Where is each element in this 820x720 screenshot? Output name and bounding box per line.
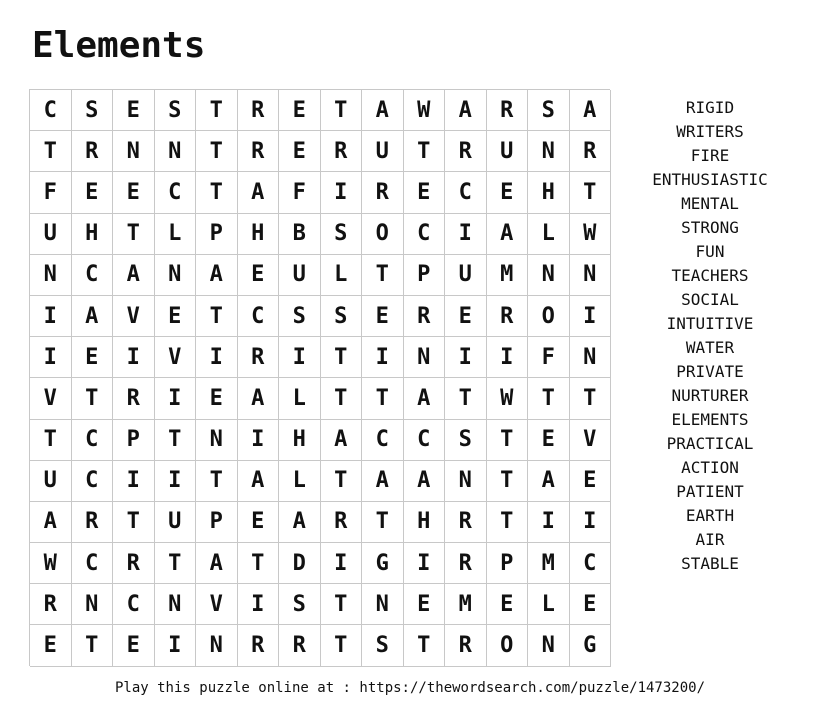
word-list-item: FIRE [690, 146, 730, 165]
grid-cell[interactable]: S [321, 214, 363, 255]
word-list-item: PRIVATE [676, 362, 744, 381]
grid-cell[interactable]: T [196, 172, 238, 213]
grid-cell[interactable]: B [279, 214, 321, 255]
grid-cell[interactable]: T [30, 420, 72, 461]
grid-cell[interactable]: T [196, 296, 238, 337]
grid-cell[interactable]: S [445, 420, 487, 461]
grid-cell[interactable]: A [279, 502, 321, 543]
grid-cell[interactable]: S [279, 584, 321, 625]
word-list-item: NURTURER [671, 386, 749, 405]
grid-cell[interactable]: A [30, 502, 72, 543]
grid-cell[interactable]: T [528, 378, 570, 419]
grid-cell[interactable]: T [196, 131, 238, 172]
grid-cell[interactable]: E [570, 584, 612, 625]
word-list-item: MENTAL [681, 194, 739, 213]
grid-cell[interactable]: R [487, 296, 529, 337]
grid-cell[interactable]: I [155, 378, 197, 419]
grid-cell[interactable]: T [113, 502, 155, 543]
grid-cell[interactable]: I [113, 461, 155, 502]
grid-cell[interactable]: L [528, 584, 570, 625]
grid-cell[interactable]: H [238, 214, 280, 255]
grid-cell[interactable]: V [30, 378, 72, 419]
grid-cell[interactable]: C [72, 461, 114, 502]
word-list-item: AIR [695, 530, 725, 549]
grid-cell[interactable]: F [279, 172, 321, 213]
grid-cell[interactable]: E [362, 296, 404, 337]
grid-cell[interactable]: R [238, 90, 280, 131]
grid-cell[interactable]: U [30, 461, 72, 502]
word-list-item: STRONG [681, 218, 739, 237]
grid-cell[interactable]: H [279, 420, 321, 461]
grid-cell[interactable]: E [72, 337, 114, 378]
grid-cell[interactable]: E [72, 172, 114, 213]
grid-cell[interactable]: L [528, 214, 570, 255]
word-list [640, 96, 780, 576]
grid-cell[interactable]: H [72, 214, 114, 255]
grid-cell[interactable]: O [528, 296, 570, 337]
grid-cell[interactable]: E [155, 296, 197, 337]
grid-cell[interactable]: L [155, 214, 197, 255]
grid-cell[interactable]: T [321, 337, 363, 378]
grid-cell[interactable]: E [113, 172, 155, 213]
grid-cell[interactable]: S [362, 625, 404, 666]
grid-cell[interactable]: R [445, 625, 487, 666]
grid-cell[interactable]: S [279, 296, 321, 337]
grid-cell[interactable]: U [487, 131, 529, 172]
grid-cell[interactable]: N [362, 584, 404, 625]
grid-cell[interactable]: A [445, 90, 487, 131]
grid-cell[interactable]: V [570, 420, 612, 461]
grid-cell[interactable]: T [72, 625, 114, 666]
grid-cell[interactable]: M [487, 255, 529, 296]
grid-cell[interactable]: I [321, 543, 363, 584]
grid-cell[interactable]: E [30, 625, 72, 666]
grid-cell[interactable]: A [113, 255, 155, 296]
grid-cell[interactable]: C [404, 420, 446, 461]
grid-cell[interactable]: F [528, 337, 570, 378]
grid-cell[interactable]: R [30, 584, 72, 625]
grid-cell[interactable]: T [362, 255, 404, 296]
grid-cell[interactable]: I [445, 337, 487, 378]
puzzle-title: Elements [32, 25, 206, 66]
grid-cell[interactable]: A [362, 90, 404, 131]
grid-cell[interactable]: N [528, 625, 570, 666]
grid-cell[interactable]: A [404, 378, 446, 419]
grid-cell[interactable]: T [30, 131, 72, 172]
grid-cell[interactable]: I [30, 337, 72, 378]
grid-cell[interactable]: E [445, 296, 487, 337]
grid-cell[interactable]: N [113, 131, 155, 172]
grid-cell[interactable]: R [113, 378, 155, 419]
grid-cell[interactable]: W [487, 378, 529, 419]
grid-cell[interactable]: R [238, 337, 280, 378]
grid-cell[interactable]: R [238, 625, 280, 666]
grid-cell[interactable]: E [404, 172, 446, 213]
grid-cell[interactable]: S [155, 90, 197, 131]
grid-cell[interactable]: T [570, 172, 612, 213]
grid-cell[interactable]: O [487, 625, 529, 666]
word-list-item: STABLE [681, 554, 739, 573]
word-list-item: PATIENT [676, 482, 744, 501]
word-list-item: RIGID [685, 98, 735, 117]
grid-cell[interactable]: U [279, 255, 321, 296]
grid-cell[interactable]: I [155, 625, 197, 666]
grid-cell[interactable]: N [528, 131, 570, 172]
grid-cell[interactable]: I [404, 543, 446, 584]
grid-cell[interactable]: R [72, 502, 114, 543]
grid-cell[interactable]: I [155, 461, 197, 502]
grid-cell[interactable]: A [196, 543, 238, 584]
grid-cell[interactable]: A [404, 461, 446, 502]
word-list-item: TEACHERS [671, 266, 749, 285]
grid-cell[interactable]: E [238, 502, 280, 543]
letter-grid [29, 89, 610, 666]
grid-cell[interactable]: A [528, 461, 570, 502]
grid-cell[interactable]: A [321, 420, 363, 461]
grid-cell[interactable]: L [279, 378, 321, 419]
grid-cell[interactable]: R [72, 131, 114, 172]
grid-cell[interactable]: S [321, 296, 363, 337]
grid-cell[interactable]: E [113, 625, 155, 666]
grid-cell[interactable]: A [238, 172, 280, 213]
grid-cell[interactable]: T [238, 543, 280, 584]
grid-cell[interactable]: R [487, 90, 529, 131]
grid-cell[interactable]: T [321, 625, 363, 666]
grid-cell[interactable]: W [30, 543, 72, 584]
grid-cell[interactable]: R [279, 625, 321, 666]
word-list-item: WRITERS [676, 122, 744, 141]
grid-cell[interactable]: A [487, 214, 529, 255]
grid-cell[interactable]: N [404, 337, 446, 378]
grid-cell[interactable]: I [279, 337, 321, 378]
grid-cell[interactable]: O [362, 214, 404, 255]
grid-cell[interactable]: N [72, 584, 114, 625]
grid-cell[interactable]: H [404, 502, 446, 543]
grid-cell[interactable]: N [570, 255, 612, 296]
grid-cell[interactable]: T [196, 90, 238, 131]
grid-cell[interactable]: R [362, 172, 404, 213]
grid-cell[interactable]: R [404, 296, 446, 337]
grid-cell[interactable]: R [445, 543, 487, 584]
grid-cell[interactable]: V [196, 584, 238, 625]
grid-cell[interactable]: S [72, 90, 114, 131]
grid-cell[interactable]: T [487, 502, 529, 543]
grid-cell[interactable]: E [279, 131, 321, 172]
grid-cell[interactable]: I [238, 584, 280, 625]
grid-cell[interactable]: W [570, 214, 612, 255]
grid-cell[interactable]: C [72, 543, 114, 584]
grid-cell[interactable]: M [445, 584, 487, 625]
grid-cell[interactable]: E [238, 255, 280, 296]
grid-cell[interactable]: A [72, 296, 114, 337]
grid-cell[interactable]: N [570, 337, 612, 378]
grid-cell[interactable]: I [238, 420, 280, 461]
grid-cell[interactable]: E [196, 378, 238, 419]
grid-cell[interactable]: T [196, 461, 238, 502]
grid-cell[interactable]: U [445, 255, 487, 296]
grid-cell[interactable]: I [445, 214, 487, 255]
grid-cell[interactable]: P [487, 543, 529, 584]
grid-cell[interactable]: A [196, 255, 238, 296]
grid-cell[interactable]: T [404, 131, 446, 172]
grid-cell[interactable]: E [570, 461, 612, 502]
grid-cell[interactable]: P [196, 502, 238, 543]
grid-cell[interactable]: T [445, 378, 487, 419]
grid-cell[interactable]: D [279, 543, 321, 584]
word-list-item: ENTHUSIASTIC [652, 170, 768, 189]
grid-cell[interactable]: V [155, 337, 197, 378]
grid-cell[interactable]: V [113, 296, 155, 337]
grid-cell[interactable]: I [528, 502, 570, 543]
grid-cell[interactable]: C [238, 296, 280, 337]
word-list-item: WATER [685, 338, 735, 357]
grid-cell[interactable]: I [30, 296, 72, 337]
grid-cell[interactable]: I [487, 337, 529, 378]
grid-cell[interactable]: I [570, 502, 612, 543]
grid-cell[interactable]: E [487, 172, 529, 213]
grid-cell[interactable]: G [362, 543, 404, 584]
grid-cell[interactable]: C [72, 255, 114, 296]
grid-cell[interactable]: E [404, 584, 446, 625]
grid-cell[interactable]: T [155, 420, 197, 461]
grid-cell[interactable]: I [570, 296, 612, 337]
grid-cell[interactable]: N [445, 461, 487, 502]
grid-cell[interactable]: T [321, 461, 363, 502]
grid-cell[interactable]: E [279, 90, 321, 131]
grid-cell[interactable]: T [362, 502, 404, 543]
grid-cell[interactable]: C [445, 172, 487, 213]
grid-cell[interactable]: A [570, 90, 612, 131]
grid-cell[interactable]: T [570, 378, 612, 419]
word-list-item: ELEMENTS [671, 410, 749, 429]
word-list-item: FUN [695, 242, 725, 261]
word-list-item: INTUITIVE [666, 314, 754, 333]
grid-cell[interactable]: T [321, 584, 363, 625]
grid-cell[interactable]: P [113, 420, 155, 461]
grid-cell[interactable]: R [321, 131, 363, 172]
grid-cell[interactable]: H [528, 172, 570, 213]
grid-cell[interactable]: T [321, 90, 363, 131]
grid-cell[interactable]: U [362, 131, 404, 172]
grid-cell[interactable]: R [445, 131, 487, 172]
grid-cell[interactable]: E [528, 420, 570, 461]
grid-cell[interactable]: N [196, 625, 238, 666]
grid-cell[interactable]: T [362, 378, 404, 419]
grid-cell[interactable]: I [362, 337, 404, 378]
grid-cell[interactable]: N [155, 584, 197, 625]
grid-cell[interactable]: R [570, 131, 612, 172]
grid-cell[interactable]: S [528, 90, 570, 131]
grid-cell[interactable]: T [487, 461, 529, 502]
grid-cell[interactable]: T [155, 543, 197, 584]
word-list-item: ACTION [681, 458, 739, 477]
grid-cell[interactable]: R [445, 502, 487, 543]
grid-cell[interactable]: C [570, 543, 612, 584]
grid-cell[interactable]: N [30, 255, 72, 296]
grid-cell[interactable]: T [321, 378, 363, 419]
grid-cell[interactable]: E [113, 90, 155, 131]
grid-cell[interactable]: I [113, 337, 155, 378]
grid-cell[interactable]: L [321, 255, 363, 296]
grid-cell[interactable]: F [30, 172, 72, 213]
grid-cell[interactable]: N [196, 420, 238, 461]
grid-cell[interactable]: U [30, 214, 72, 255]
grid-cell[interactable]: R [321, 502, 363, 543]
grid-cell[interactable]: G [570, 625, 612, 666]
grid-cell[interactable]: E [487, 584, 529, 625]
grid-cell[interactable]: N [155, 131, 197, 172]
word-list-item: EARTH [685, 506, 735, 525]
grid-cell[interactable]: N [528, 255, 570, 296]
grid-cell[interactable]: U [155, 502, 197, 543]
grid-cell[interactable]: C [30, 90, 72, 131]
grid-cell[interactable]: C [362, 420, 404, 461]
grid-cell[interactable]: C [404, 214, 446, 255]
footer-link-text: Play this puzzle online at : https://thewordsearch.com/puzzle/1473200/ [114, 680, 705, 696]
grid-cell[interactable]: T [113, 214, 155, 255]
grid-cell[interactable]: A [238, 461, 280, 502]
grid-cell[interactable]: A [362, 461, 404, 502]
grid-cell[interactable]: P [196, 214, 238, 255]
grid-cell[interactable]: L [279, 461, 321, 502]
word-list-item: SOCIAL [681, 290, 739, 309]
grid-cell[interactable]: A [238, 378, 280, 419]
grid-cell[interactable]: I [196, 337, 238, 378]
grid-cell[interactable]: I [321, 172, 363, 213]
grid-cell[interactable]: C [72, 420, 114, 461]
grid-cell[interactable]: T [404, 625, 446, 666]
grid-cell[interactable]: N [155, 255, 197, 296]
grid-cell[interactable]: R [238, 131, 280, 172]
grid-cell[interactable]: C [155, 172, 197, 213]
grid-cell[interactable]: W [404, 90, 446, 131]
grid-cell[interactable]: M [528, 543, 570, 584]
grid-cell[interactable]: C [113, 584, 155, 625]
grid-cell[interactable]: T [72, 378, 114, 419]
grid-cell[interactable]: P [404, 255, 446, 296]
word-list-item: PRACTICAL [666, 434, 754, 453]
grid-cell[interactable]: R [113, 543, 155, 584]
grid-cell[interactable]: T [487, 420, 529, 461]
